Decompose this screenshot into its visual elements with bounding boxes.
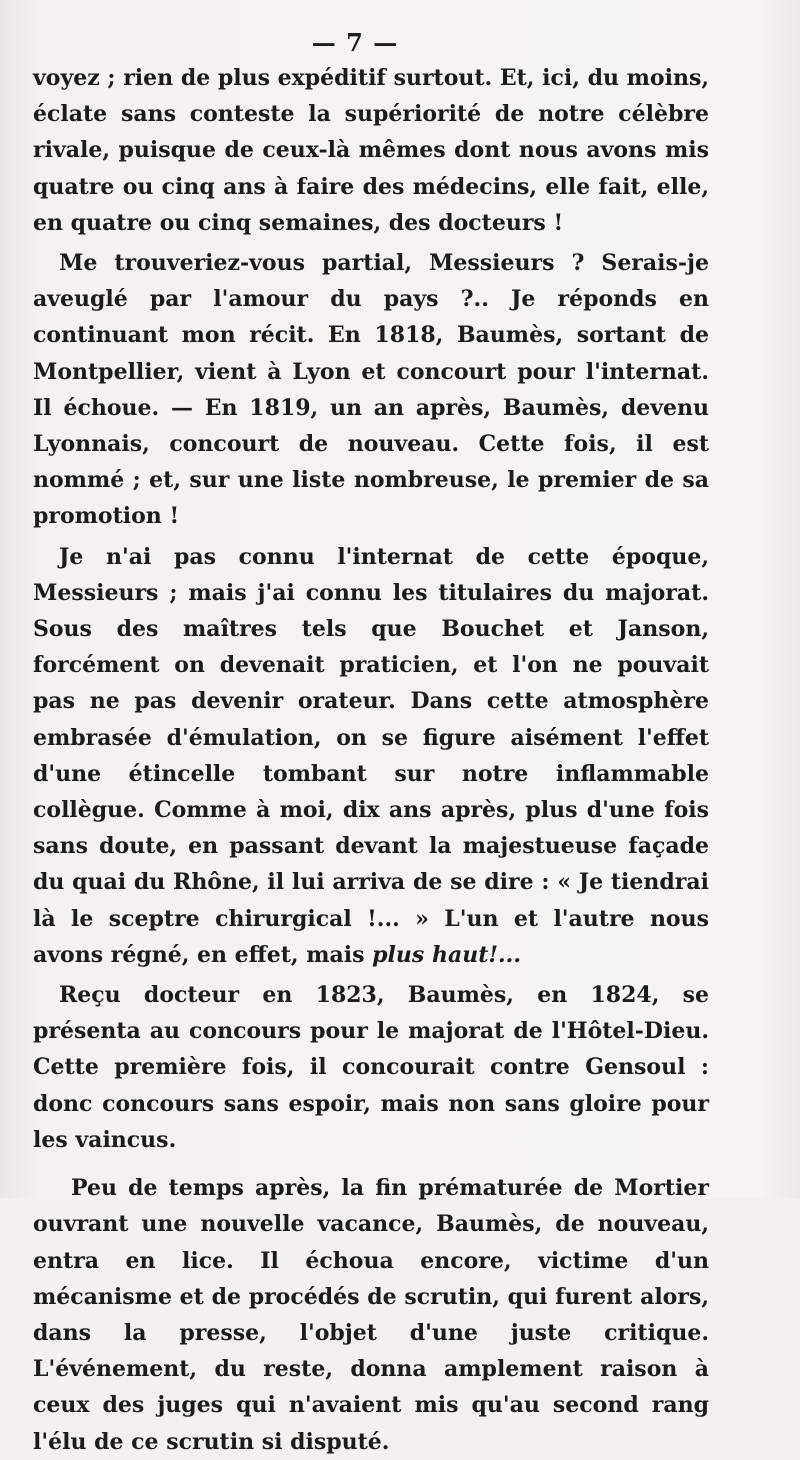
paragraph-3-text: Je n'ai pas connu l'internat de cette époque, Messieurs ; mais j'ai connu les titulaires du majorat. Sous des maîtres tels que Bouchet et Janson, forcément on devenait praticien, et l'on ne pouvait pas ne pas devenir orateur. Dans cette atmosphère embrasée d'émulation, on se figure aisément l'effet d'une étincelle tombant sur notre inflammable collègue. Comme à moi, dix ans après, plus d'une fois sans doute, en passant devant la majestueuse façade du quai du Rhône, il lui arriva de se dire : « Je tiendrai là le sceptre chirurgical !... » L'un et l'autre nous avons régné, en effet, mais (33, 543, 709, 968)
paragraph-3-italic: plus haut!... (372, 941, 521, 968)
paragraph-1: voyez ; rien de plus expéditif surtout. Et, ici, du moins, éclate sans conteste la supériorité de notre célèbre rivale, puisque de ceux-là mêmes dont nous avons mis quatre ou cinq ans à faire des médecins, elle fait, elle, en quatre ou cinq semaines, des docteurs ! (33, 65, 709, 236)
paragraph-5: Peu de temps après, la fin prématurée de Mortier ouvrant une nouvelle vacance, Baumès, de nouveau, entra en lice. Il échoua encore, victime d'un mécanisme et de procédés de scrutin, qui furent alors, dans la presse, l'objet d'une juste critique. L'événement, du reste, donna amplement raison à ceux des juges qui n'avaient mis qu'au second rang l'élu de ce scrutin si disputé. (33, 1175, 709, 1455)
paragraph-2: Me trouveriez-vous partial, Messieurs ? Serais-je aveuglé par l'amour du pays ?.. Je réponds en continuant mon récit. En 1818, Baumès, sortant de Montpellier, vient à Lyon et concourt pour l'internat. Il échoue. — En 1819, un an après, Baumès, devenu Lyonnais, concourt de nouveau. Cette fois, il est nommé ; et, sur une liste nombreuse, le premier de sa promotion ! (33, 250, 709, 530)
paragraph-4: Reçu docteur en 1823, Baumès, en 1824, se présenta au concours pour le majorat de l'Hôtel-Dieu. Cette première fois, il concourait contre Gensoul : donc concours sans espoir, mais non sans gloire pour les vaincus. (33, 982, 709, 1153)
paragraph-3 (33, 539, 709, 973)
body-text (33, 60, 709, 1460)
page-number: — 7 — (311, 28, 399, 57)
